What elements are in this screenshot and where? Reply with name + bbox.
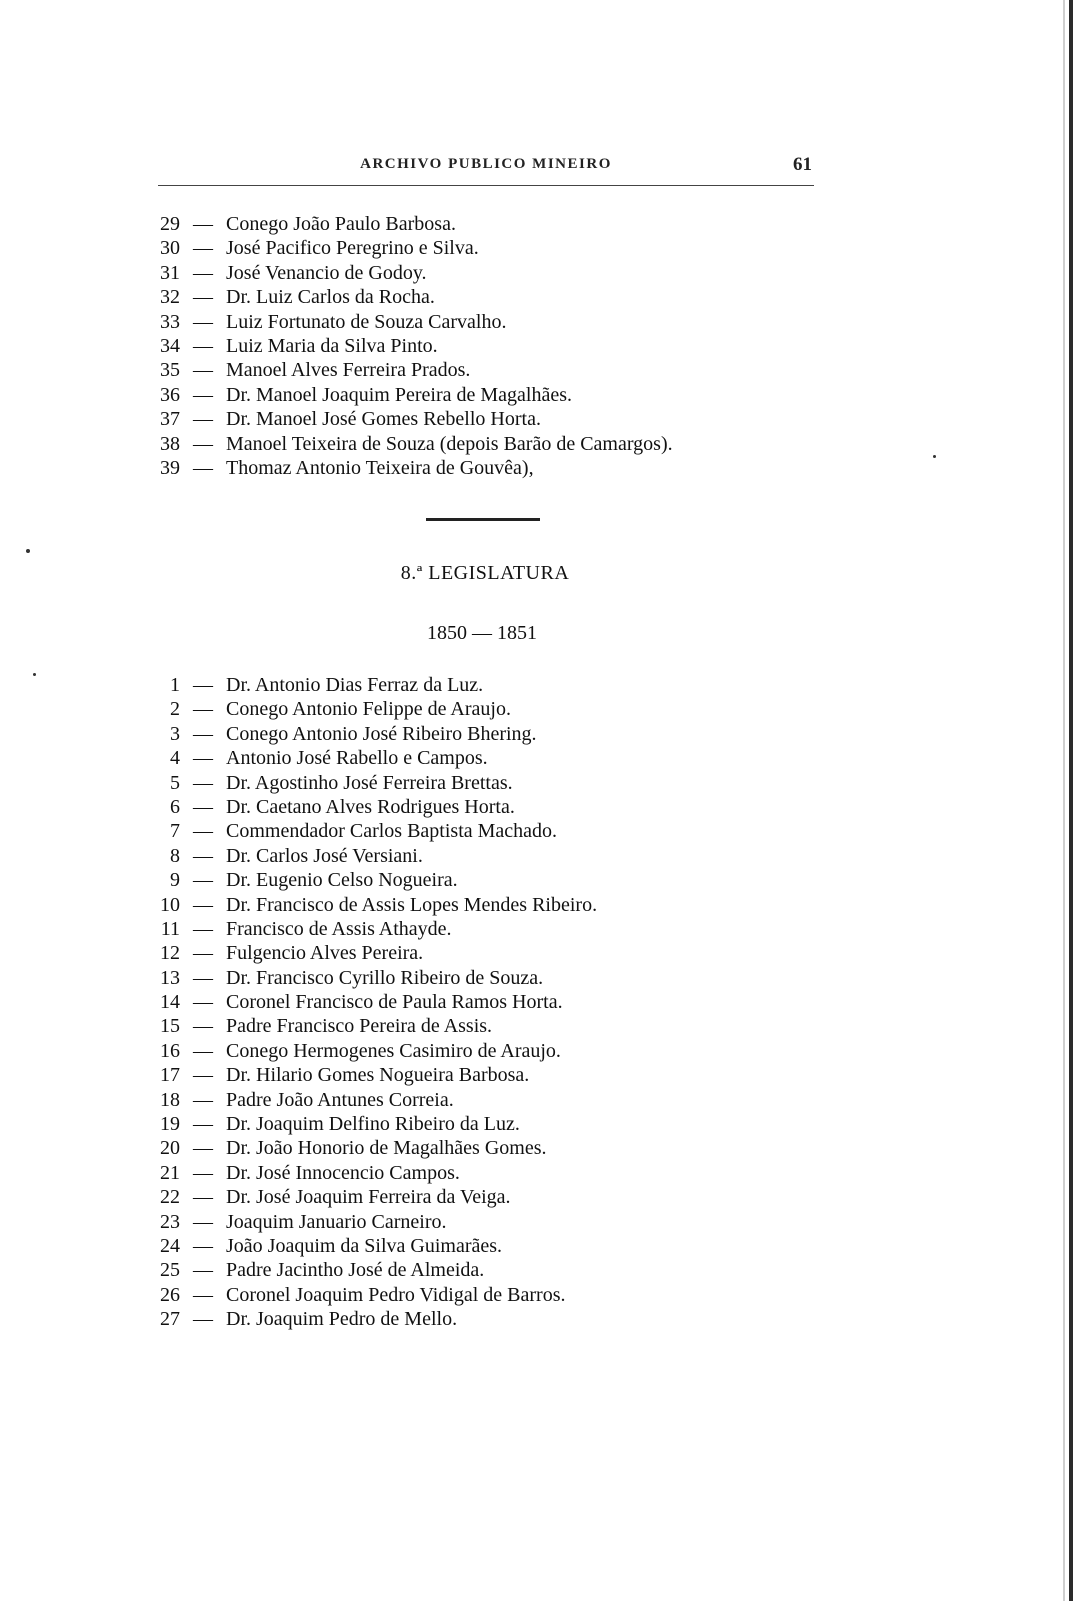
member-name: Francisco de Assis Athayde. (226, 917, 452, 940)
item-dash: — (193, 1088, 213, 1111)
member-name: Coronel Francisco de Paula Ramos Horta. (226, 991, 563, 1014)
item-number: 26 (160, 1283, 180, 1306)
list-item (158, 819, 838, 843)
item-number: 33 (160, 310, 180, 333)
item-dash: — (193, 237, 213, 260)
item-number: 1 (170, 674, 180, 696)
list-item (158, 432, 838, 456)
list-item (158, 1039, 838, 1063)
item-number: 13 (160, 966, 180, 989)
list-item (158, 795, 838, 819)
item-dash: — (193, 432, 213, 455)
member-name: Padre Jacintho José de Almeida. (226, 1259, 485, 1282)
list-item (158, 285, 838, 309)
running-header (158, 156, 814, 188)
list-item (158, 358, 838, 382)
item-number: 3 (170, 722, 180, 745)
member-name: Dr. Francisco de Assis Lopes Mendes Ribeiro. (226, 893, 598, 916)
item-number: 38 (160, 432, 180, 455)
item-number: 22 (160, 1186, 180, 1209)
continued-member-list (158, 212, 838, 480)
list-item (158, 844, 838, 868)
item-number: 8 (170, 844, 180, 867)
item-dash: — (193, 674, 213, 696)
item-dash: — (193, 1210, 213, 1233)
list-item (158, 1088, 838, 1112)
item-dash: — (193, 771, 213, 794)
item-number: 6 (170, 795, 180, 818)
list-item (158, 1258, 838, 1282)
list-item (158, 868, 838, 892)
item-number: 37 (160, 408, 180, 431)
item-dash: — (193, 1161, 213, 1184)
item-dash: — (193, 966, 213, 989)
scan-speck (33, 673, 36, 676)
scan-speck (26, 549, 30, 553)
list-item (158, 1063, 838, 1087)
list-item (158, 697, 838, 721)
item-dash: — (193, 310, 213, 333)
list-item (158, 746, 838, 770)
member-name: Dr. Luiz Carlos da Rocha. (226, 286, 435, 309)
list-item (158, 893, 838, 917)
member-name: Antonio José Rabello e Campos. (226, 747, 488, 770)
list-item (158, 407, 838, 431)
section-separator (426, 518, 540, 521)
list-item (158, 941, 838, 965)
list-item (158, 334, 838, 358)
legislature-member-list (158, 673, 838, 1332)
list-item (158, 917, 838, 941)
member-name: Dr. Agostinho José Ferreira Brettas. (226, 771, 513, 794)
item-number: 5 (170, 771, 180, 794)
item-dash: — (193, 869, 213, 892)
page-number: 61 (793, 154, 812, 175)
item-number: 32 (160, 286, 180, 309)
item-dash: — (193, 991, 213, 1014)
member-name: João Joaquim da Silva Guimarães. (226, 1234, 503, 1257)
item-number: 11 (160, 917, 180, 940)
member-name: Dr. Manoel Joaquim Pereira de Magalhães. (226, 383, 573, 406)
list-item (158, 1161, 838, 1185)
member-name: Dr. Antonio Dias Ferraz da Luz. (226, 674, 484, 696)
member-name: Manoel Teixeira de Souza (depois Barão de Camargos). (226, 432, 673, 455)
list-item (158, 383, 838, 407)
list-item (158, 966, 838, 990)
list-item (158, 1234, 838, 1258)
member-name: Conego Antonio José Ribeiro Bhering. (226, 722, 537, 745)
member-name: Manoel Alves Ferreira Prados. (226, 359, 471, 382)
item-dash: — (193, 408, 213, 431)
member-name: Dr. Hilario Gomes Nogueira Barbosa. (226, 1064, 530, 1087)
list-item (158, 1185, 838, 1209)
item-dash: — (193, 698, 213, 721)
item-number: 34 (160, 334, 180, 357)
item-dash: — (193, 213, 213, 235)
list-item (158, 673, 838, 697)
member-name: Joaquim Januario Carneiro. (226, 1210, 447, 1233)
member-name: Dr. Caetano Alves Rodrigues Horta. (226, 795, 515, 818)
item-dash: — (193, 893, 213, 916)
item-dash: — (193, 1137, 213, 1160)
member-name: Commendador Carlos Baptista Machado. (226, 820, 558, 843)
item-number: 23 (160, 1210, 180, 1233)
member-name: Fulgencio Alves Pereira. (226, 942, 424, 965)
item-number: 16 (160, 1039, 180, 1062)
item-dash: — (193, 942, 213, 965)
item-number: 17 (160, 1064, 180, 1087)
member-name: José Venancio de Godoy. (226, 261, 427, 284)
item-dash: — (193, 261, 213, 284)
item-dash: — (193, 383, 213, 406)
item-number: 36 (160, 383, 180, 406)
member-name: Dr. José Innocencio Campos. (226, 1161, 460, 1184)
item-dash: — (193, 795, 213, 818)
item-dash: — (193, 456, 213, 479)
list-item (158, 1136, 838, 1160)
item-number: 2 (170, 698, 180, 721)
item-number: 9 (170, 869, 180, 892)
member-name: Padre João Antunes Correia. (226, 1088, 454, 1111)
item-number: 19 (160, 1113, 180, 1136)
list-item (158, 1283, 838, 1307)
item-number: 21 (160, 1161, 180, 1184)
member-name: José Pacifico Peregrino e Silva. (226, 237, 479, 260)
item-number: 25 (160, 1259, 180, 1282)
list-item (158, 1112, 838, 1136)
member-name: Dr. Joaquim Pedro de Mello. (226, 1308, 458, 1331)
item-number: 24 (160, 1234, 180, 1257)
item-number: 35 (160, 359, 180, 382)
list-item (158, 1210, 838, 1234)
member-name: Dr. João Honorio de Magalhães Gomes. (226, 1137, 547, 1160)
member-name: Dr. Carlos José Versiani. (226, 844, 423, 867)
item-number: 7 (170, 820, 180, 843)
member-name: Conego Hermogenes Casimiro de Araujo. (226, 1039, 561, 1062)
list-item (158, 1307, 838, 1331)
item-dash: — (193, 1259, 213, 1282)
member-name: Dr. Joaquim Delfino Ribeiro da Luz. (226, 1113, 520, 1136)
item-dash: — (193, 1186, 213, 1209)
item-dash: — (193, 747, 213, 770)
item-number: 14 (160, 991, 180, 1014)
item-number: 12 (160, 942, 180, 965)
list-item (158, 212, 838, 236)
item-number: 20 (160, 1137, 180, 1160)
item-dash: — (193, 286, 213, 309)
list-item (158, 722, 838, 746)
section-years: 1850 — 1851 (427, 622, 537, 644)
member-name: Conego Antonio Felippe de Araujo. (226, 698, 511, 721)
section-title: 8.ª LEGISLATURA (400, 562, 570, 584)
item-dash: — (193, 820, 213, 843)
item-dash: — (193, 359, 213, 382)
running-header-title: ARCHIVO PUBLICO MINEIRO (360, 156, 612, 172)
item-number: 39 (160, 456, 180, 479)
member-name: Dr. Eugenio Celso Nogueira. (226, 869, 458, 892)
header-rule (158, 185, 814, 186)
member-name: Thomaz Antonio Teixeira de Gouvêa), (226, 456, 534, 479)
member-name: Luiz Fortunato de Souza Carvalho. (226, 310, 507, 333)
list-item (158, 990, 838, 1014)
member-name: Luiz Maria da Silva Pinto. (226, 334, 438, 357)
item-dash: — (193, 1283, 213, 1306)
item-dash: — (193, 1308, 213, 1331)
member-name: Dr. Francisco Cyrillo Ribeiro de Souza. (226, 966, 544, 989)
item-number: 27 (160, 1308, 180, 1331)
item-number: 18 (160, 1088, 180, 1111)
item-number: 31 (160, 261, 180, 284)
page-edge (1069, 0, 1073, 1601)
scan-speck (933, 455, 936, 458)
list-item (158, 310, 838, 334)
page-edge-shadow (1063, 0, 1065, 1601)
list-item (158, 1014, 838, 1038)
item-number: 4 (170, 747, 180, 770)
item-dash: — (193, 1039, 213, 1062)
item-dash: — (193, 1015, 213, 1038)
member-name: Coronel Joaquim Pedro Vidigal de Barros. (226, 1283, 566, 1306)
item-dash: — (193, 917, 213, 940)
list-item (158, 261, 838, 285)
item-dash: — (193, 1113, 213, 1136)
member-name: Padre Francisco Pereira de Assis. (226, 1015, 493, 1038)
list-item (158, 771, 838, 795)
item-dash: — (193, 722, 213, 745)
item-number: 10 (160, 893, 180, 916)
item-dash: — (193, 334, 213, 357)
item-dash: — (193, 1064, 213, 1087)
list-item (158, 236, 838, 260)
member-name: Conego João Paulo Barbosa. (226, 213, 456, 235)
item-number: 15 (160, 1015, 180, 1038)
item-number: 30 (160, 237, 180, 260)
item-dash: — (193, 844, 213, 867)
list-item (158, 456, 838, 480)
item-dash: — (193, 1234, 213, 1257)
member-name: Dr. Manoel José Gomes Rebello Horta. (226, 408, 541, 431)
member-name: Dr. José Joaquim Ferreira da Veiga. (226, 1186, 511, 1209)
item-number: 29 (160, 213, 180, 235)
